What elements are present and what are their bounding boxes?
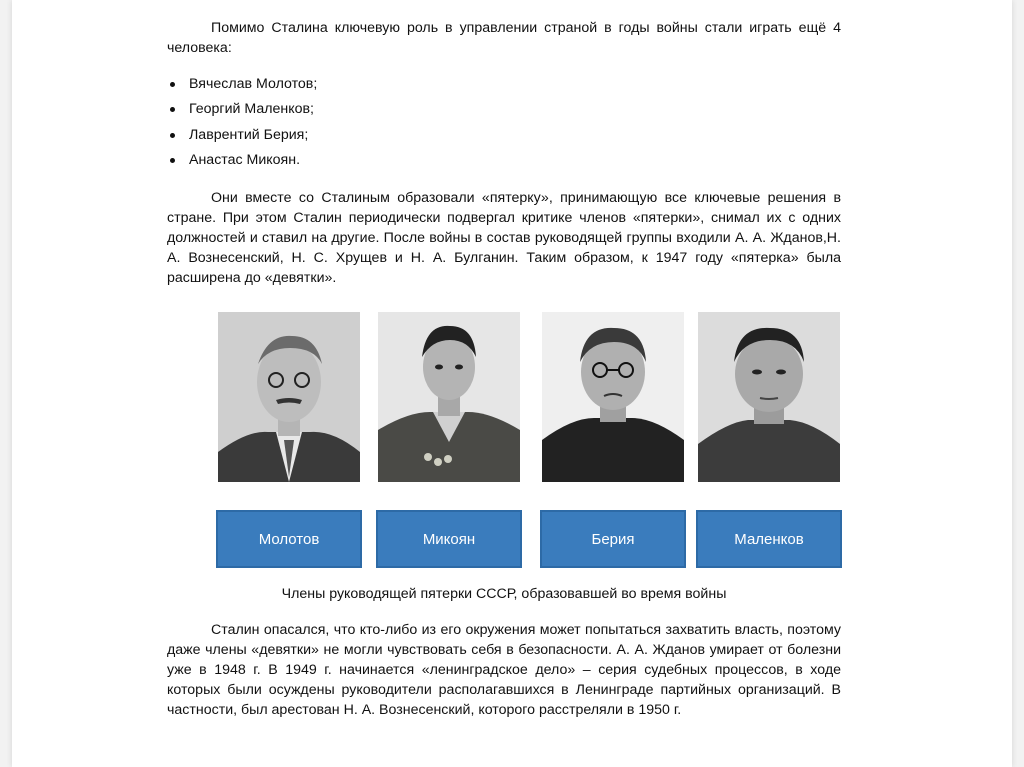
list-item: Георгий Маленков; [167, 99, 317, 124]
members-list [167, 74, 317, 175]
portrait-photo-malenkov [698, 312, 840, 482]
beria-button[interactable]: Берия [540, 510, 686, 568]
conclusion-paragraph: Сталин опасался, что кто-либо из его окружения может попытаться захватить власть, поэтому даже члены «девятки» не могли чувствовать себя в безопасности. А. А. Жданов умирает от болезни уже в 1948 г. В 1949 г. начинается «ленинградское дело» – серия судебных процессов, в ходе которых были осуждены руководители располагавшихся в Ленинграде партийных организаций. В частности, был арестован Н. А. Вознесенский, которого расстреляли в 1950 г. [167, 622, 841, 718]
figure-caption: Члены руководящей пятерки СССР, образовавшей во время войны [281, 586, 727, 602]
list-item: Анастас Микоян. [167, 150, 317, 175]
intro-paragraph: Помимо Сталина ключевую роль в управлении страной в годы войны стали играть ещё 4 человека: [167, 20, 841, 56]
pyaterka-paragraph: Они вместе со Сталиным образовали «пятерку», принимающую все ключевые решения в стране. При этом Сталин периодически подвергал критике членов «пятерки», снимал их с одних должностей и ставил на другие. После войны в состав руководящей группы входили А. А. Жданов,Н. А. Вознесенский, Н. С. Хрущев и Н. А. Булганин. Таким образом, к 1947 году «пятерка» была расширена до «девятки». [167, 190, 841, 286]
malenkov-button[interactable]: Маленков [696, 510, 842, 568]
molotov-button[interactable]: Молотов [216, 510, 362, 568]
list-item: Вячеслав Молотов; [167, 74, 317, 99]
portrait-photo-beria [542, 312, 684, 482]
portrait-photo-mikoyan [378, 312, 520, 482]
mikoyan-button[interactable]: Микоян [376, 510, 522, 568]
portrait-photo-molotov [218, 312, 360, 482]
list-item: Лаврентий Берия; [167, 125, 317, 150]
document-page [12, 0, 1012, 767]
